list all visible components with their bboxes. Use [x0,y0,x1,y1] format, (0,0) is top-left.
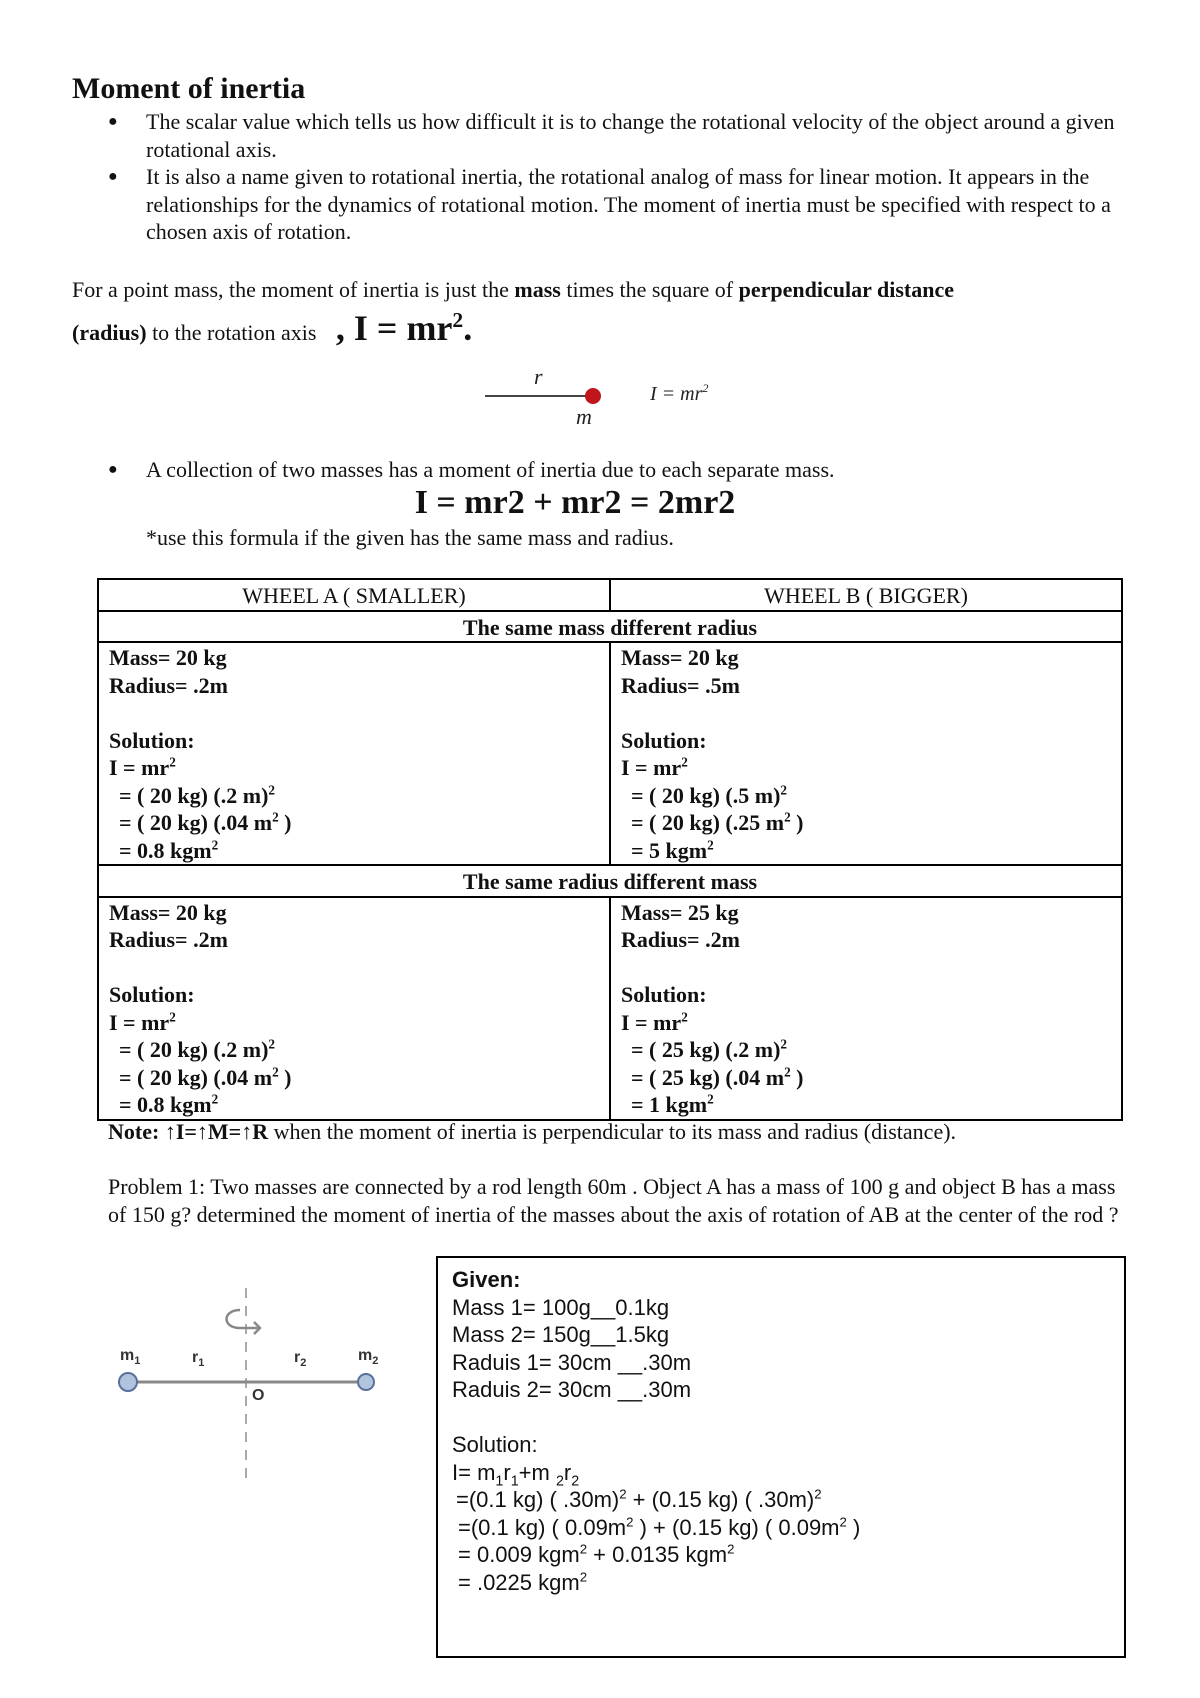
fig-radius-label: r [534,364,543,389]
cell-s2-wheel-b: Mass= 25 kg Radius= .2m Solution: $I = mr^2$ = ( 25 kg) (.2 m)$^2$ = ( 25 kg) (.04 $m^2$ ) = 1 kgm$^2$ [610,897,1122,1120]
given-box [436,1256,1126,1658]
m2-label: $m_2$ [358,1347,379,1367]
given-mass-1: Mass 1= 100g__0.1kg [452,1294,670,1320]
given-mass-2: Mass 2= 150g__1.5kg [452,1322,670,1347]
point-mass-text-3: to the rotation axis [146,320,322,345]
cell-s2-wheel-a: Mass= 20 kg Radius= .2m Solution: $I = mr^2$ = ( 20 kg) (.2 m)$^2$ = ( 20 kg) (.04 $m^2$ ) = 0.8 kgm$^2$ [98,897,610,1120]
header-wheel-a: WHEEL A ( SMALLER) [98,579,610,611]
section-same-mass: The same mass different radius [98,611,1122,643]
note-formula: ↑I=↑M=↑R [164,1119,269,1144]
r1-label: $r_1$ [192,1349,205,1369]
point-mass-paragraph [72,276,1152,347]
page-title: Moment of inertia [72,72,306,105]
mass-2-ball [358,1374,374,1390]
point-mass-text-2: times the square of [560,277,739,302]
point-mass-dot [585,388,601,404]
header-wheel-b: WHEEL B ( BIGGER) [610,579,1122,611]
note-line [108,1118,1188,1146]
point-mass-text-1: For a point mass, the moment of inertia is just the [72,277,515,302]
given-solution-step-3: = 0.009 kgm$^2$ + 0.0135 kgm$^2$ [458,1541,735,1567]
r2-label: $r_2$ [294,1349,307,1369]
mass-word: mass [514,277,561,302]
definition-list [72,108,1142,246]
point-mass-formula: , $I = mr^2$. [335,308,473,348]
given-title: Given: [452,1267,521,1292]
table-row [98,642,1122,865]
radius-word: (radius) [72,320,147,345]
cell-s1-wheel-b: Mass= 20 kg Radius= .5m Solution: $I = mr^2$ = ( 20 kg) (.5 m)$^2$ = ( 20 kg) (.25 $m^2$ ) = 5 kgm$^2$ [610,642,1122,865]
wheel-table [97,578,1123,1121]
problem-1: Problem 1: Two masses are connected by a rod length 60m . Object A has a mass of 100 g and object B has a mass of 150 g? determined the moment of inertia of the masses about the axis of rotation of AB at the center of the rod ? [108,1174,1119,1227]
two-masses-list [72,456,1142,484]
two-masses-bullet: ● A collection of two masses has a moment of inertia due to each separate mass. [72,456,1142,484]
fig-mass-label: m [576,404,592,429]
two-masses-formula: I = mr2 + mr2 = 2mr2 [414,484,736,521]
given-solution-formula: $I= m_1r_1+m$ $_2r_2$ [452,1459,580,1489]
given-radius-1: Raduis 1= 30cm __.30m [452,1349,692,1375]
rotation-arrow [227,1310,259,1328]
given-solution-label: Solution: [452,1432,538,1457]
two-masses-note: *use this formula if the given has the same mass and radius. [146,525,674,550]
cell-s1-wheel-a: Mass= 20 kg Radius= .2m Solution: $I = mr^2$ = ( 20 kg) (.2 m)$^2$ = ( 20 kg) (.04 $m^2$ ) = 0.8 kgm$^2$ [98,642,610,865]
table-row [98,897,1122,1120]
fig-formula: $I = mr^2$ [650,381,709,405]
origin-label: O [252,1387,265,1404]
note-label: Note: [108,1119,165,1144]
point-mass-figure [480,362,730,432]
section-same-radius: The same radius different mass [98,865,1122,897]
given-solution-step-1: =(0.1 kg) ( .30m)$^2$ + (0.15 kg) ( .30m)$^2$ [456,1486,822,1512]
definition-bullet-1: ● The scalar value which tells us how difficult it is to change the rotational velocity of the object around a given rotational axis. [72,108,1142,163]
note-text: when the moment of inertia is perpendicular to its mass and radius (distance). [268,1119,957,1144]
m1-label: $m_1$ [120,1347,141,1367]
mass-1-ball [119,1373,137,1391]
rod-axis-diagram [110,1288,400,1488]
table-header-row [98,579,1122,611]
given-solution-result: = .0225 kgm$^2$ [458,1569,588,1595]
given-solution-step-2: =(0.1 kg) ( $0.09m^2$ ) + (0.15 kg) ( $0.09m^2$ ) [458,1514,861,1540]
perpendicular-word: perpendicular distance [738,277,954,302]
definition-bullet-2: ● It is also a name given to rotational inertia, the rotational analog of mass for linear motion. It appears in the relationships for the dynamics of rotational motion. The moment of inertia must be specified with respect to a chosen axis of rotation. [72,163,1142,246]
given-radius-2: Raduis 2= 30cm __.30m [452,1377,692,1402]
